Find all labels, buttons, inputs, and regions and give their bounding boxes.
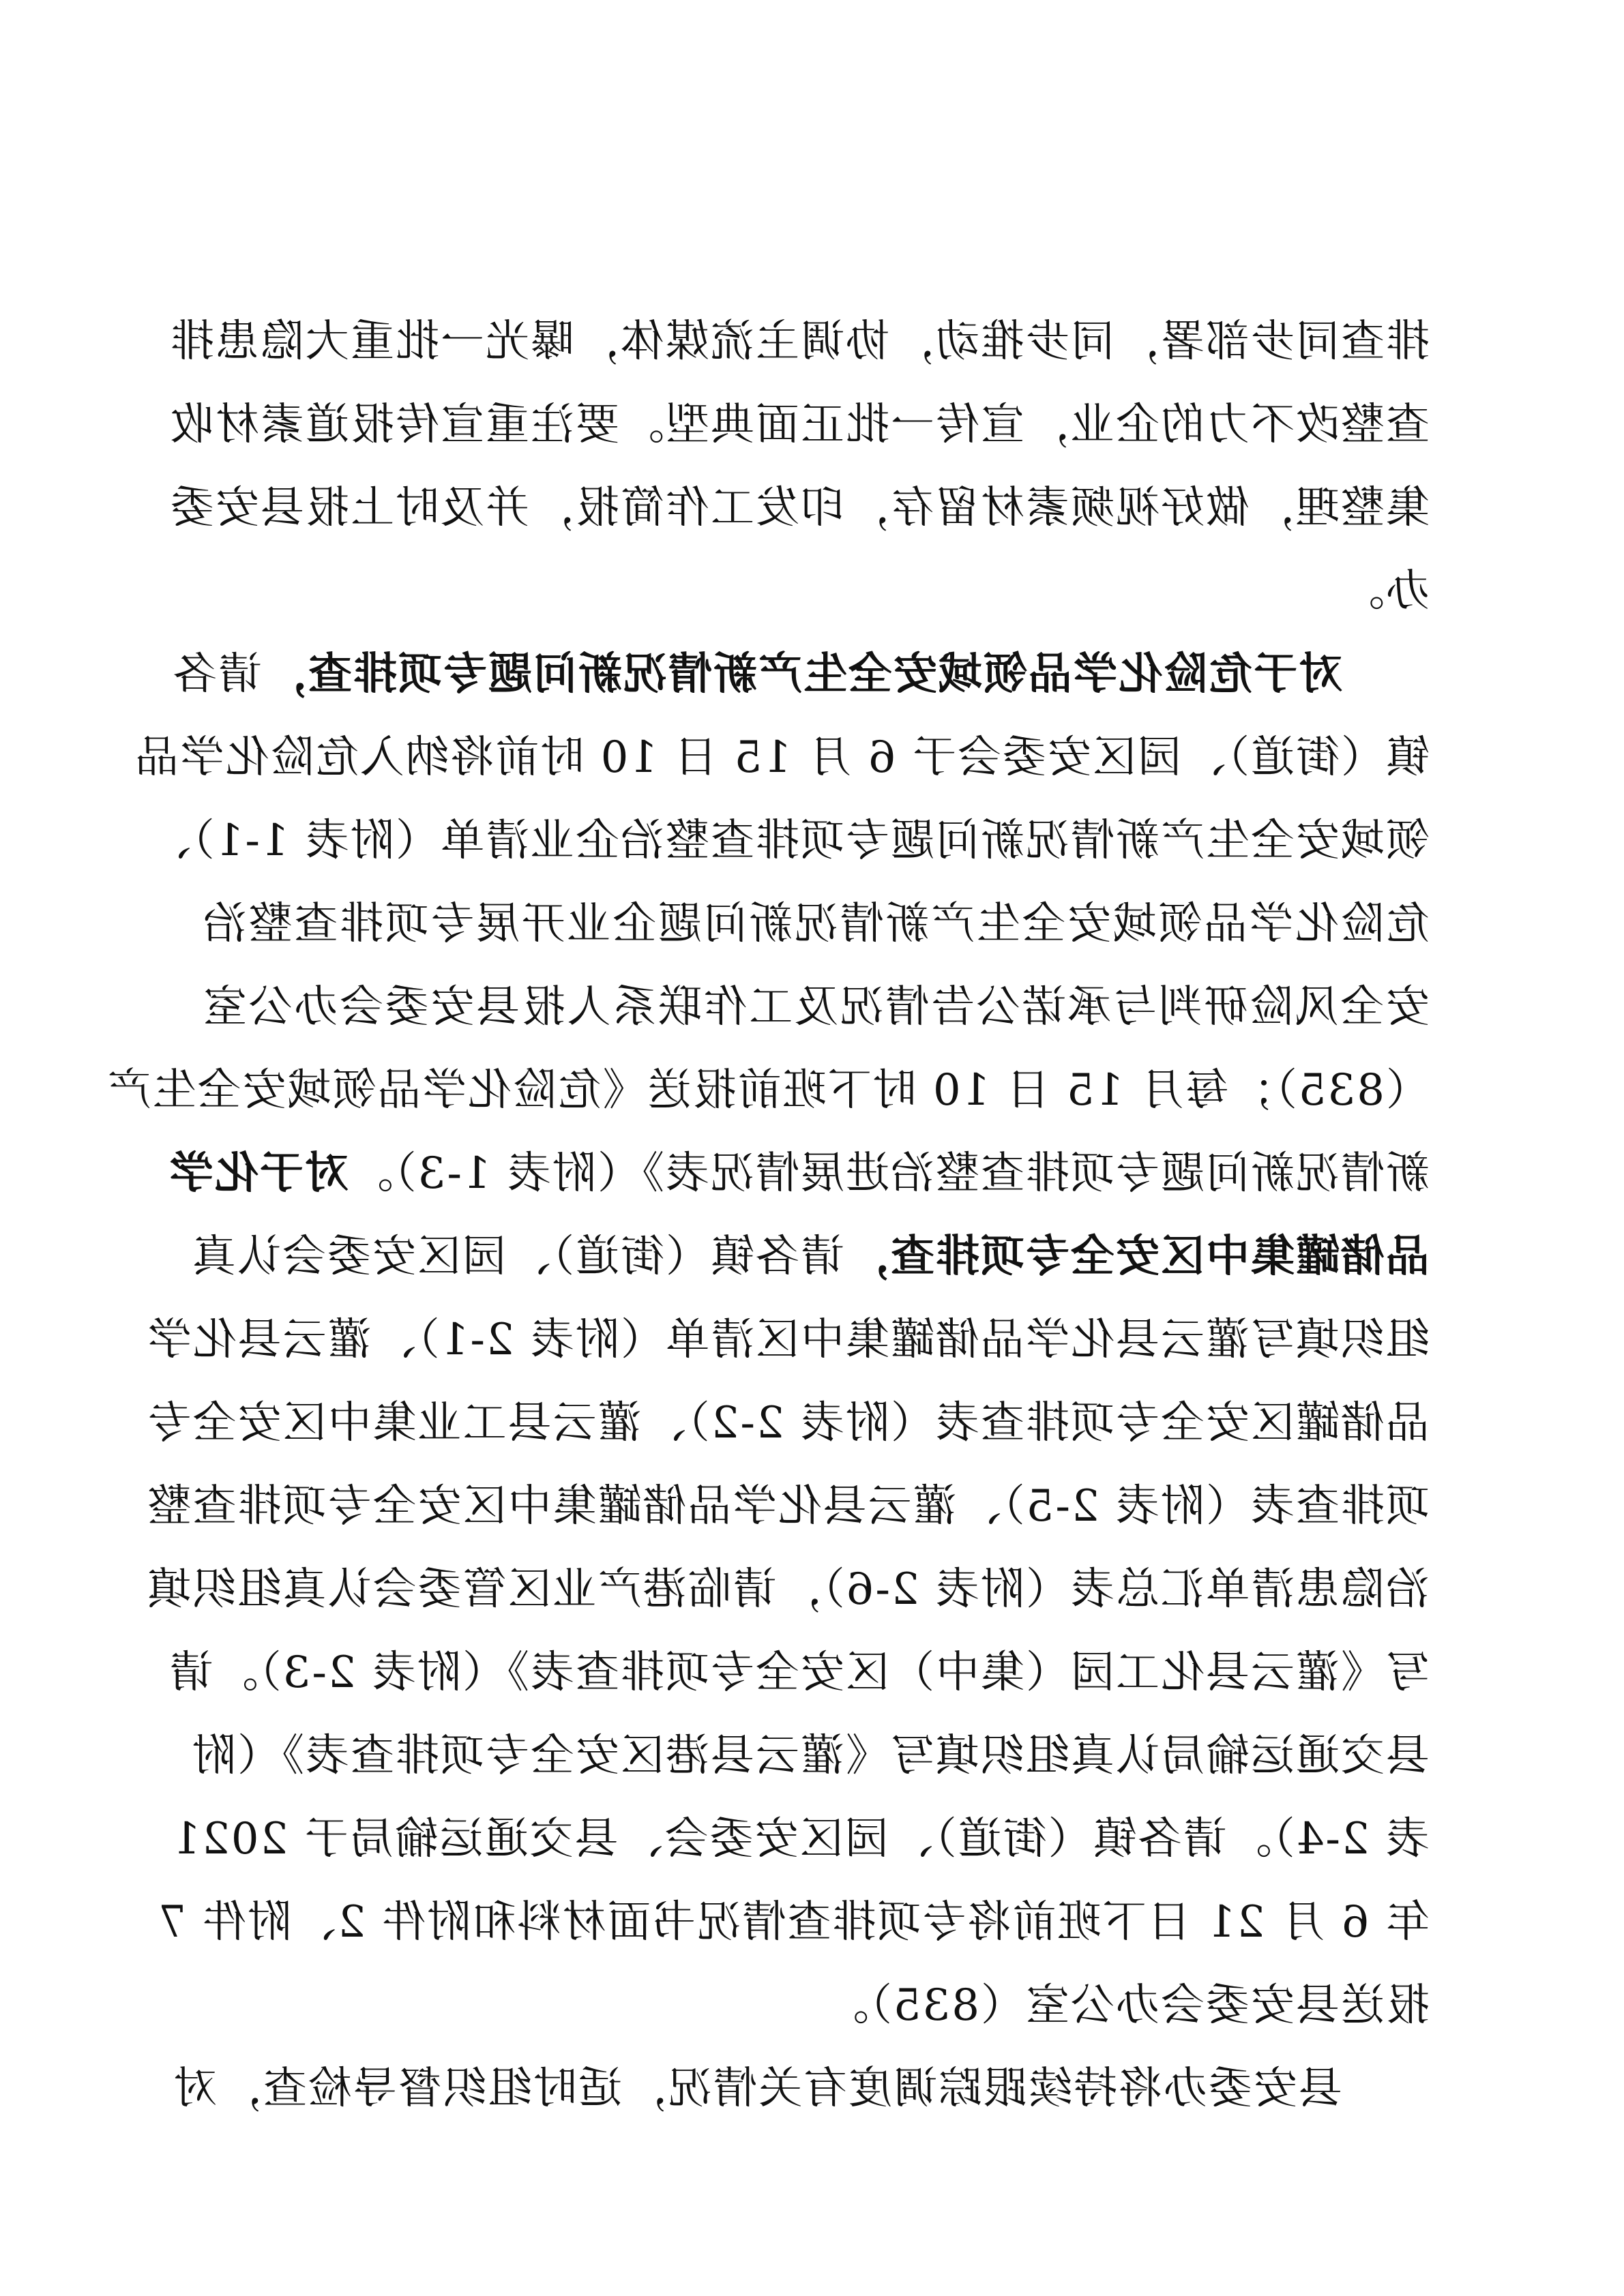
text-line <box>172 2047 1430 2130</box>
text-segment: 集整理，做好视频素材留存，印发工作简报，并及时上报县安委 <box>169 483 1430 533</box>
text-segment: 新情况新问题专项排查整治进展情况表》（附表 1-3）。 <box>348 1148 1430 1199</box>
text-segment: 治隐患清单汇总表（附表 2-6），请临港产业区管委会认真组织填 <box>146 1564 1430 1615</box>
text-segment: 年 6 月 21 日下班前将专项排查情况书面材料和附件 2、附件 7 <box>157 1897 1430 1948</box>
text-line <box>134 716 1430 799</box>
text-segment: 项排查表（附表 2-5）、灌云县化学品储罐集中区安全专项排查整 <box>146 1481 1430 1532</box>
text-segment: 表 2-4）。请各镇（街道）、园区安委会、县交通运输局于 2021 <box>171 1814 1430 1864</box>
text-line <box>168 1132 1430 1215</box>
bold-text-segment: 对于化学 <box>168 1148 349 1199</box>
text-line <box>202 882 1430 966</box>
text-segment: 安全风险研判与承诺公告情况及工作联系人报县安委会办公室 <box>202 982 1430 1032</box>
text-line <box>168 1631 1430 1714</box>
text-line <box>146 1382 1430 1465</box>
text-segment: 危险化学品领域安全生产新情况新问题企业开展专项排查整治 <box>202 899 1430 949</box>
text-segment: 请各镇（街道）、园区安委会认真 <box>191 1232 844 1282</box>
text-segment: 排查同步部署，同步推动，协调主流媒体，曝光一批重大隐患排 <box>169 316 1430 367</box>
text-segment: 办。 <box>1340 566 1430 616</box>
text-segment: 镇（街道）、园区安委会于 6 月 15 日 10 时前将纳入危险化学品 <box>134 732 1430 783</box>
text-line <box>106 1049 1430 1132</box>
text-segment: 查整改不力的企业，宣传一批正面典型。要注重宣传报道素材收 <box>169 400 1430 450</box>
text-line <box>202 550 1430 633</box>
text-line <box>169 383 1430 466</box>
text-line <box>146 1548 1430 1631</box>
text-segment: 报送县安委会办公室（835）。 <box>823 1980 1430 2031</box>
text-line <box>171 1798 1430 1881</box>
bold-text-segment: 对于危险化学品领域安全生产新情况新问题专项排查， <box>262 648 1342 700</box>
text-line <box>157 1881 1430 1964</box>
text-segment: 请各 <box>172 649 262 700</box>
text-line <box>172 633 1430 716</box>
text-line <box>202 966 1430 1049</box>
text-line <box>146 1465 1430 1548</box>
text-line <box>146 1298 1430 1382</box>
text-segment: （835）；每月 15 日 10 时下班前报送《危险化学品领域安全生产 <box>106 1065 1430 1116</box>
text-line <box>169 466 1430 550</box>
text-segment: 品储罐区安全专项排查表（附表 2-2）、灌云县工业集中区安全专 <box>146 1398 1430 1448</box>
text-segment: 县安委办将持续跟踪调度有关情况，适时组织督导检查，对 <box>172 2063 1342 2114</box>
text-segment: 组织填写灌云县化学品储罐集中区清单（附表 2-1）、灌云县化学 <box>146 1315 1430 1365</box>
document-body <box>106 300 1430 2130</box>
text-line <box>191 1714 1430 1798</box>
text-line <box>191 1215 1430 1298</box>
text-line <box>169 300 1430 383</box>
text-segment: 县交通运输局认真组织填写《灌云县港区安全专项排查表》（附 <box>191 1731 1430 1781</box>
bold-text-segment: 品储罐集中区安全专项排查， <box>844 1231 1430 1282</box>
text-segment: 写《灌云县化工园（集中）区安全专项排查表》（附表 2-3）。请 <box>168 1648 1430 1698</box>
text-line <box>146 799 1430 882</box>
text-line <box>202 1964 1430 2047</box>
text-segment: 领域安全生产新情况新问题专项排查整治企业清单（附表 1-1）、 <box>146 816 1430 866</box>
